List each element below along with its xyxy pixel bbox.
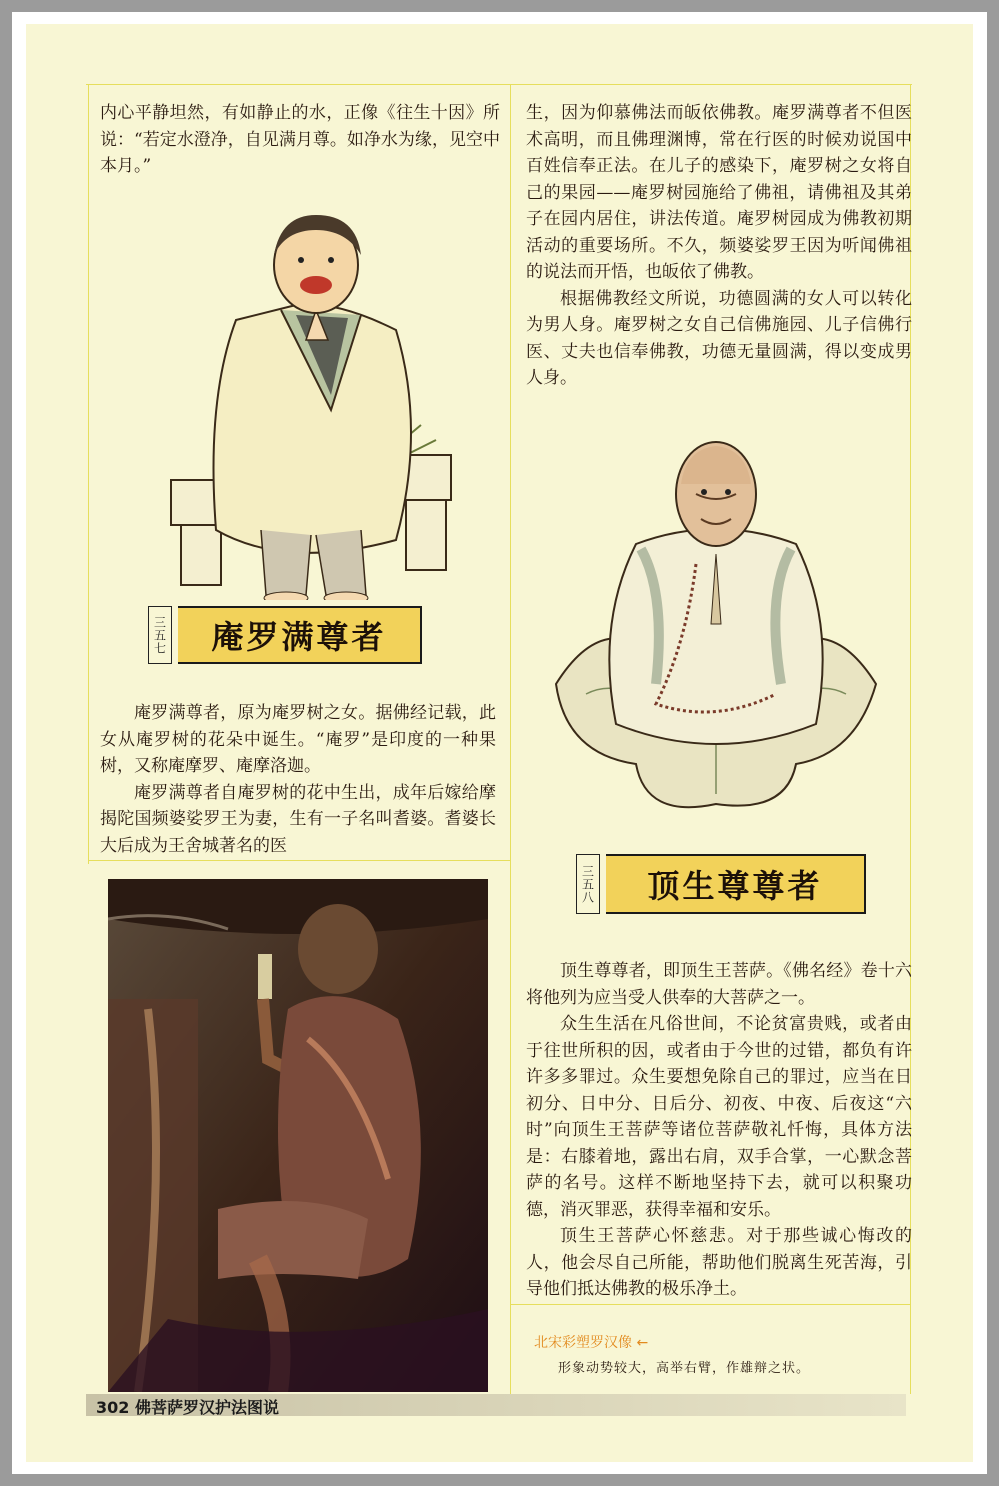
guide-line-caption [510,1304,910,1305]
photo-caption-title: 北宋彩塑罗汉像 ← [534,1335,649,1351]
right-body [526,958,912,1303]
right-body-para-2: 众生生活在凡俗世间，不论贫富贵贱，或者由于往世所积的因，或者由于今世的过错，都负有许许多多罪过。众生要想免除自己的罪过，应当在日初分、日中分、日后分、初夜、中夜、后夜这“六时”向顶生王菩萨等诸位菩萨敬礼忏悔，具体方法是：右膝着地，露出右肩，双手合掌，一心默念菩萨的名号。这样不断地坚持下去，就可以积聚功德，消灭罪恶，获得幸福和安乐。 [526,1014,912,1220]
left-body [100,700,496,859]
right-top-para-2: 根据佛教经文所说，功德圆满的女人可以转化为男人身。庵罗树之女自己信佛施园、儿子信佛行医、丈夫也信奉佛教，功德无量圆满，得以变成男人身。 [526,288,912,388]
guide-line-left [88,84,89,864]
photo-caption-text: 形象动势较大，高举右臂，作雄辩之状。 [558,1361,811,1376]
arhat-illustration-left [166,200,466,600]
arhat-statue-photo [108,879,488,1392]
guide-line-top [86,84,912,85]
guide-line-center [510,84,511,1394]
left-body-para-1: 庵罗满尊者，原为庵罗树之女。据佛经记载，此女从庵罗树的花朵中诞生。“庵罗”是印度的一种果树，又称庵摩罗、庵摩洛迦。 [100,703,496,776]
entry-number-357: 三五七 [148,606,172,664]
title-dingshengzun: 顶生尊尊者 [606,854,866,914]
arhat-illustration-right [546,424,886,824]
left-top-paragraph [100,100,500,180]
guide-line-mid-left [88,860,510,861]
song-dynasty-arhat-photo [108,879,488,1392]
page-footer: 302 佛菩萨罗汉护法图说 [96,1398,279,1417]
title-anluoman: 庵罗满尊者 [178,606,422,664]
entry-number-358: 三五八 [576,854,600,914]
title-plate-358 [576,854,866,914]
book-page [26,24,973,1462]
title-plate-357 [148,606,422,664]
right-body-para-3: 顶生王菩萨心怀慈悲。对于那些诚心悔改的人，他会尽自己所能，帮助他们脱离生死苦海，引导他们抵达佛教的极乐净土。 [526,1226,912,1299]
left-body-para-2: 庵罗满尊者自庵罗树的花中生出，成年后嫁给摩揭陀国频婆娑罗王为妻，生有一子名叫耆婆。耆婆长大后成为王舍城著名的医 [100,782,496,856]
right-top-para-1: 生，因为仰慕佛法而皈依佛教。庵罗满尊者不但医术高明，而且佛理渊博，常在行医的时候劝说国中百姓信奉正法。在儿子的感染下，庵罗树之女将自己的果园——庵罗树园施给了佛祖，请佛祖及其弟子在园内居住，讲法传道。庵罗树园成为佛教初期活动的重要场所。不久，频婆娑罗王因为听闻佛祖的说法而开悟，也皈依了佛教。 [526,103,912,282]
right-top-paragraph [526,100,912,392]
left-top-text: 内心平静坦然，有如静止的水，正像《往生十因》所说：“若定水澄净，自见满月尊。如净水为缘，见空中本月。” [100,103,500,176]
right-body-para-1: 顶生尊尊者，即顶生王菩萨。《佛名经》卷十六将他列为应当受人供奉的大菩萨之一。 [526,961,912,1008]
